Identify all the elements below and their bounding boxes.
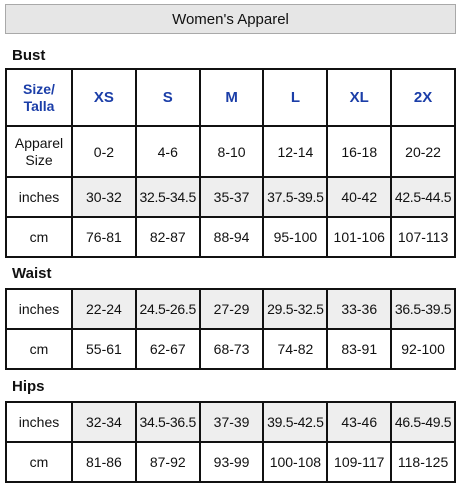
hips-section-title: Hips: [12, 378, 45, 395]
table-cell: 107-113: [391, 217, 455, 257]
hips-cm-row: [6, 442, 455, 482]
size-header-label-line1: Size/: [23, 80, 55, 97]
waist-size-table: [5, 288, 456, 370]
table-cell: 4-6: [136, 126, 200, 177]
bust-apparel-row: [6, 126, 455, 177]
size-header-row: [6, 69, 455, 126]
table-cell: 101-106: [327, 217, 391, 257]
table-cell: 37-39: [200, 402, 264, 442]
size-header-2x: 2X: [391, 69, 455, 126]
page-title-banner: [5, 4, 456, 34]
row-label: cm: [6, 217, 72, 257]
table-cell: 34.5-36.5: [136, 402, 200, 442]
table-cell: 42.5-44.5: [391, 177, 455, 217]
table-cell: 22-24: [72, 289, 136, 329]
table-cell: 100-108: [263, 442, 327, 482]
row-label: cm: [6, 329, 72, 369]
waist-cm-row: [6, 329, 455, 369]
size-header-label-line2: Talla: [23, 97, 55, 114]
table-cell: 74-82: [263, 329, 327, 369]
table-cell: 83-91: [327, 329, 391, 369]
table-cell: 32.5-34.5: [136, 177, 200, 217]
hips-inches-row: [6, 402, 455, 442]
table-cell: 39.5-42.5: [263, 402, 327, 442]
table-cell: 88-94: [200, 217, 264, 257]
table-cell: 16-18: [327, 126, 391, 177]
table-cell: 92-100: [391, 329, 455, 369]
bust-cm-row: [6, 217, 455, 257]
table-cell: 87-92: [136, 442, 200, 482]
table-cell: 109-117: [327, 442, 391, 482]
bust-section-title: Bust: [12, 47, 46, 64]
bust-size-table: [5, 68, 456, 258]
row-label: inches: [6, 289, 72, 329]
table-cell: 93-99: [200, 442, 264, 482]
row-label: inches: [6, 177, 72, 217]
table-cell: 68-73: [200, 329, 264, 369]
row-label: cm: [6, 442, 72, 482]
table-cell: 95-100: [263, 217, 327, 257]
table-cell: 81-86: [72, 442, 136, 482]
table-cell: 12-14: [263, 126, 327, 177]
hips-size-table: [5, 401, 456, 483]
table-cell: 30-32: [72, 177, 136, 217]
apparel-size-label-line2: Size: [25, 151, 53, 168]
apparel-size-label: [6, 126, 72, 177]
size-header-s: S: [136, 69, 200, 126]
table-cell: 76-81: [72, 217, 136, 257]
apparel-size-label-line1: Apparel: [14, 134, 64, 151]
table-cell: 35-37: [200, 177, 264, 217]
table-cell: 29.5-32.5: [263, 289, 327, 329]
size-header-xl: XL: [327, 69, 391, 126]
table-cell: 8-10: [200, 126, 264, 177]
row-label: inches: [6, 402, 72, 442]
table-cell: 32-34: [72, 402, 136, 442]
table-cell: 24.5-26.5: [136, 289, 200, 329]
table-cell: 0-2: [72, 126, 136, 177]
waist-section-title: Waist: [12, 265, 52, 282]
table-cell: 40-42: [327, 177, 391, 217]
table-cell: 46.5-49.5: [391, 402, 455, 442]
table-cell: 27-29: [200, 289, 264, 329]
table-cell: 82-87: [136, 217, 200, 257]
bust-inches-row: [6, 177, 455, 217]
waist-inches-row: [6, 289, 455, 329]
page-title: Women's Apparel: [172, 10, 289, 28]
table-cell: 118-125: [391, 442, 455, 482]
table-cell: 62-67: [136, 329, 200, 369]
table-cell: 55-61: [72, 329, 136, 369]
size-header-xs: XS: [72, 69, 136, 126]
size-header-l: L: [263, 69, 327, 126]
table-cell: 36.5-39.5: [391, 289, 455, 329]
table-cell: 43-46: [327, 402, 391, 442]
size-header-label: [6, 69, 72, 126]
table-cell: 37.5-39.5: [263, 177, 327, 217]
table-cell: 20-22: [391, 126, 455, 177]
table-cell: 33-36: [327, 289, 391, 329]
size-header-m: M: [200, 69, 264, 126]
